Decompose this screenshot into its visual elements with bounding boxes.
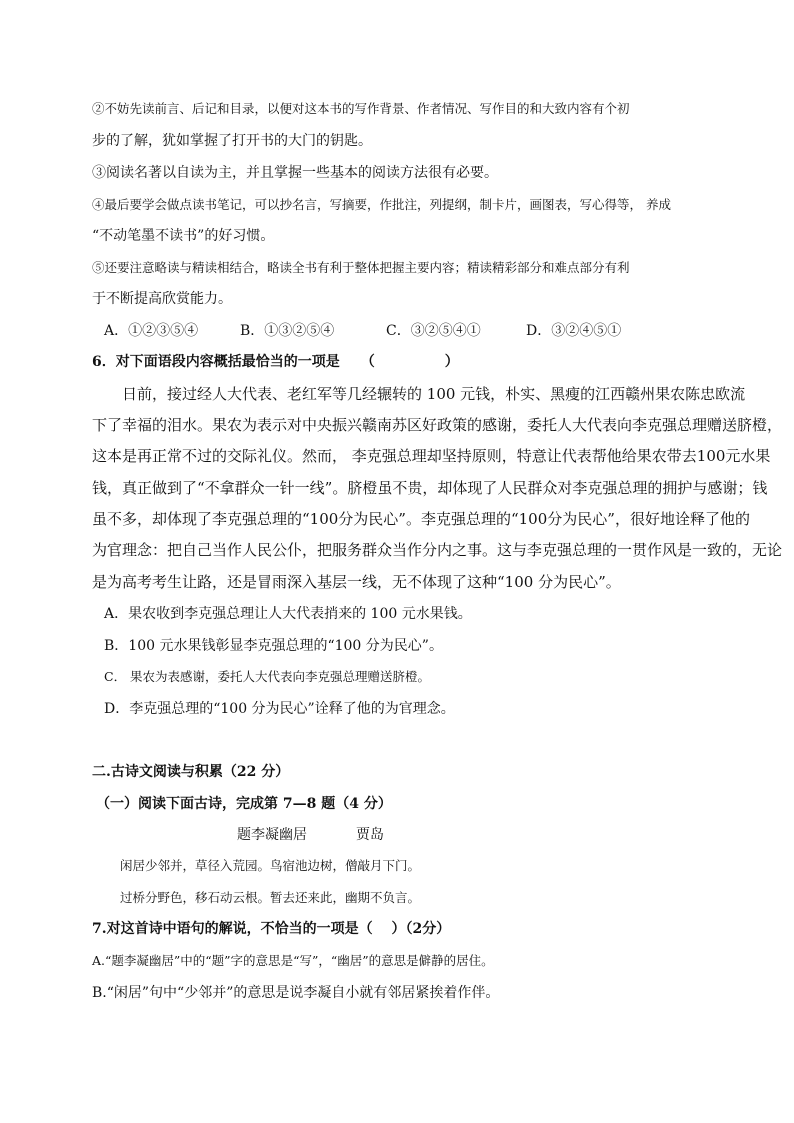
q6-option-c[interactable]: C． 果农为表感谢，委托人大代表向李克强总理赠送脐橙。	[104, 669, 431, 684]
q5-option-a[interactable]: A．①②③⑤④	[104, 323, 199, 339]
q7-stem: 7.对这首诗中语句的解说，不恰当的一项是（ ）（2分）	[92, 921, 451, 937]
q5-item5-line2: 于不断提高欣赏能力。	[92, 291, 232, 307]
poem-title: 题李凝幽居	[237, 827, 307, 843]
q6-passage-line: 钱，真正做到了“不拿群众一针一线”。脐橙虽不贵，却体现了人民群众对李克强总理的拥护与感谢；钱	[92, 479, 768, 497]
q6-option-a[interactable]: A．果农收到李克强总理让人大代表捎来的 100 元水果钱。	[104, 606, 472, 622]
section2-heading: 二.古诗文阅读与积累（22 分）	[92, 764, 290, 780]
poem-author: 贾岛	[356, 827, 384, 843]
poem-line: 过桥分野色，移石动云根。暂去还来此，幽期不负言。	[120, 890, 421, 905]
q5-options	[104, 321, 621, 341]
poem-line: 闲居少邻并，草径入荒园。鸟宿池边树，僧敲月下门。	[120, 858, 421, 873]
q6-passage-line: 虽不多，却体现了李克强总理的“100分为民心”。李克强总理的“100分为民心”，很好地诠释了他的	[92, 510, 750, 528]
q5-item5-line1: ⑤还要注意略读与精读相结合，略读全书有利于整体把握主要内容；精读精彩部分和难点部分有利	[92, 260, 630, 275]
q5-option-b[interactable]: B．①③②⑤④	[240, 323, 335, 339]
q5-option-d[interactable]: D．③②④⑤①	[526, 323, 622, 339]
q7-option-a[interactable]: A.“题李凝幽居”中的“题”字的意思是“写”，“幽居”的意思是僻静的居住。	[92, 953, 494, 968]
q5-item3: ③阅读名著以自读为主，并且掌握一些基本的阅读方法很有必要。	[92, 165, 498, 181]
q6-option-b[interactable]: B．100 元水果钱彰显李克强总理的“100 分为民心”。	[104, 638, 443, 654]
q5-item4-line1: ④最后要学会做点读书笔记，可以抄名言，写摘要，作批注，列提纲，制卡片，画图表，写心得等， 养成	[92, 197, 671, 212]
q5-item4-line2: “不动笔墨不读书”的好习惯。	[92, 228, 275, 244]
section2-subheading: （一）阅读下面古诗，完成第 7—8 题（4 分）	[96, 796, 392, 812]
q5-item2-line1: ②不妨先读前言、后记和目录，以便对这本书的写作背景、作者情况、写作目的和大致内容有个初	[92, 101, 630, 116]
q6-option-d[interactable]: D．李克强总理的“100 分为民心”诠释了他的为官理念。	[104, 701, 455, 717]
q5-item2-line2: 步的了解，犹如掌握了打开书的大门的钥匙。	[92, 133, 372, 149]
q6-stem: 6．对下面语段内容概括最恰当的一项是 （ ）	[92, 354, 459, 370]
q6-passage-line: 是为高考考生让路，还是冒雨深入基层一线，无不体现了这种“100 分为民心”。	[92, 573, 621, 591]
q6-passage-line: 这本是再正常不过的交际礼仪。然而， 李克强总理却坚持原则，特意让代表帮他给果农带去100元水果	[92, 447, 771, 465]
q7-option-b[interactable]: B.“闲居”句中“少邻并”的意思是说李凝自小就有邻居紧挨着作伴。	[92, 985, 500, 1001]
q6-passage-line: 为官理念：把自己当作人民公仆，把服务群众当作分内之事。这与李克强总理的一贯作风是一致的，无论	[92, 541, 783, 559]
q6-passage-line: 日前，接过经人大代表、老红军等几经辗转的 100 元钱，朴实、黑瘦的江西赣州果农陈忠欧流	[92, 385, 746, 403]
q6-passage-line: 下了幸福的泪水。果农为表示对中央振兴赣南苏区好政策的感谢，委托人大代表向李克强总理赠送脐橙，	[92, 416, 783, 434]
q5-option-c[interactable]: C．③②⑤④①	[386, 323, 481, 339]
